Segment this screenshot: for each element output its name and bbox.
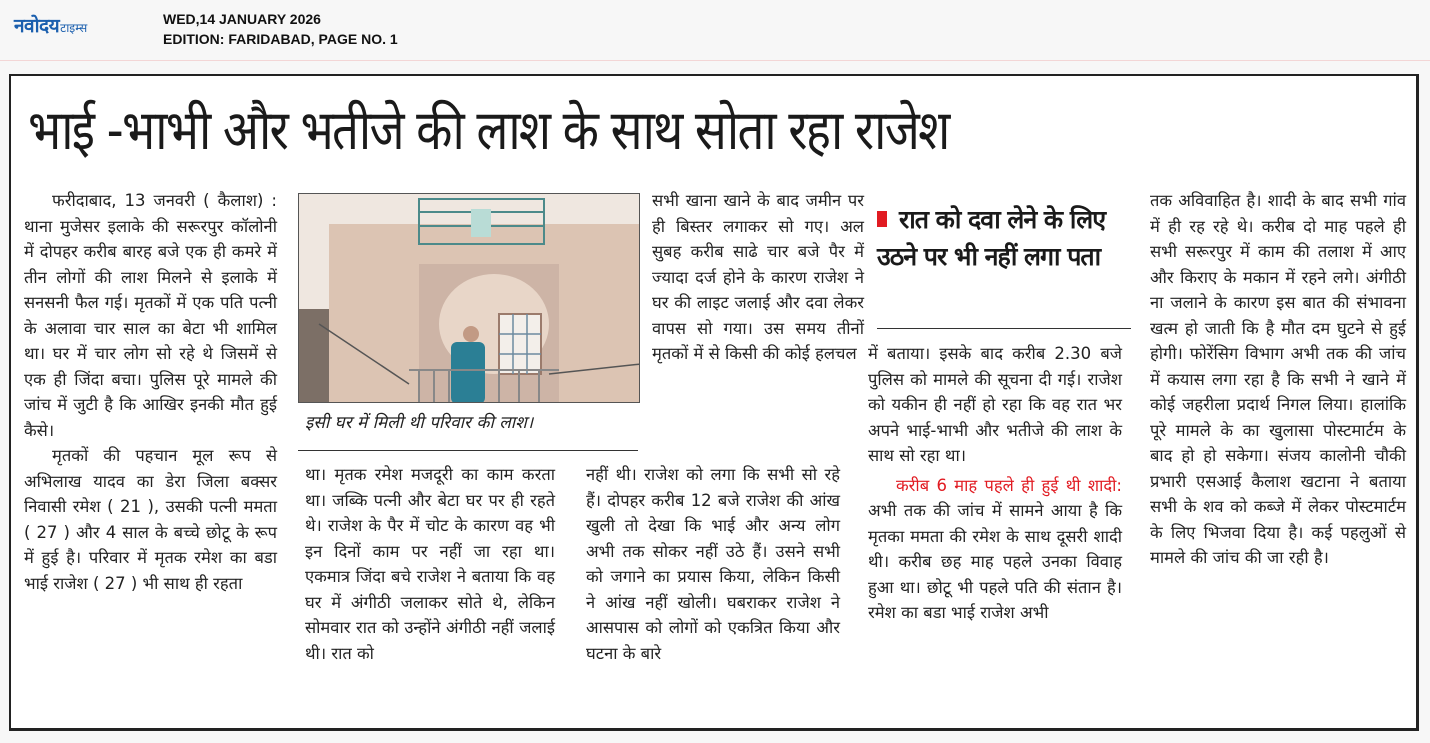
- article-column-5: [1150, 188, 1406, 571]
- paragraph: तक अविवाहित है। शादी के बाद सभी गांव में ही रह रहे थे। करीब दो माह पहले ही सभी सरूरपुर में काम की तलाश में आए और किराए के मकान में रहने लगे। अंगीठी ना जलाने के कारण इस बात की संभावना खत्म हो जाती कि है मौत दम घुटने से हुई होगी। फोरेंसिग विभाग अभी तक की जांच में कयास लगा रहा है कि सभी ने खाने में कोई जहरीला प्रदार्थ निगल लिया। हालांकि पूरे मामले के का खुलासा पोस्टमार्टम के बाद हो हो सकेगा। संजय कालोनी चौकी प्रभारी एसआई कैलाश खटाना ने बताया सभी के शव को कब्जे में लेकर पोस्टमार्टम के लिए भिजवा दिया है। कई पहलुओं से मामले की जांच की जा रही है।: [1150, 191, 1406, 567]
- edition-page: EDITION: FARIDABAD, PAGE NO. 1: [163, 31, 398, 47]
- caption-divider: [298, 450, 638, 451]
- paragraph: फरीदाबाद, 13 जनवरी ( कैलाश) : थाना मुजेसर इलाके की सरूरपुर कॉलोनी में दोपहर करीब बारह बजे एक ही कमरे में तीन लोगों की लाश मिलने से इलाके में सनसनी फैल गई। मृतकों में एक पति पत्नी के अलावा चार साल का बेटा भी शामिल था। घर में चार लोग सो रहे थे जिसमें से एक ही जिंदा बचा। पुलिस पूरे मामले की जांच में जुटी है कि आखिर इनकी मौत हुई कैसे।: [24, 191, 277, 440]
- section-lead: करीब 6 माह पहले ही हुई थी शादी:: [896, 475, 1122, 495]
- article-photo: [298, 193, 640, 403]
- subheading-text: रात को दवा लेने के लिए उठने पर भी नहीं लगा पता: [877, 205, 1106, 271]
- top-bar: [0, 0, 1430, 61]
- article-headline: भाई -भाभी और भतीजे की लाश के साथ सोता रहा राजेश: [28, 98, 949, 162]
- paragraph: नहीं थी। राजेश को लगा कि सभी सो रहे हैं। दोपहर करीब 12 बजे राजेश की आंख खुली तो देखा कि भाई और अन्य लोग अभी तक सोकर नहीं उठे हैं। उसने सभी को जगाने का प्रयास किया, लेकिन किसी ने आंख नहीं खोली। घबराकर राजेश ने आसपास को लोगों को एकत्रित किया और घटना के बारे: [586, 465, 840, 663]
- paragraph-text: अभी तक की जांच में सामने आया है कि मृतका ममता की रमेश के साथ दूसरी शादी थी। करीब छह माह पहले उनका विवाह हुआ था। छोटू भी पहले पति की संतान है। रमेश का बडा भाई राजेश अभी: [868, 501, 1122, 622]
- article-column-3-top: [652, 188, 864, 367]
- article-column-4: [868, 341, 1122, 626]
- red-bullet-icon: [877, 211, 887, 227]
- paragraph: [868, 473, 1122, 626]
- article-column-2: [305, 462, 555, 666]
- logo-main-text: नवोदय: [14, 15, 60, 37]
- paragraph: में बताया। इसके बाद करीब 2.30 बजे पुलिस को मामले की सूचना दी गई। राजेश को यकीन ही नहीं हो रहा कि वह रात भर अपने भाई-भाभी और भतीजे की लाश के साथ सो रहा था।: [868, 344, 1122, 465]
- article-column-3-bottom: [586, 462, 840, 666]
- logo-sub-text: टाइम्स: [60, 21, 88, 35]
- house-photo-icon: [299, 194, 640, 403]
- paragraph: सभी खाना खाने के बाद जमीन पर ही बिस्तर लगाकर सो गए। अल सुबह करीब साढे चार बजे पैर में ज्यादा दर्ज होने के कारण राजेश ने घर की लाइट जलाई और दवा लेकर वापस सो गया। उस समय तीनों मृतकों में से किसी की कोई हलचल: [652, 191, 864, 363]
- article-column-1: [24, 188, 277, 596]
- edition-date: WED,14 JANUARY 2026: [163, 11, 321, 27]
- paragraph: मृतकों की पहचान मूल रूप से अभिलाख यादव का डेरा जिला बक्सर निवासी रमेश ( 21 ), उसकी पत्नी ममता ( 27 ) और 4 साल के बच्चे छोटू के रूप में हुई है। परिवार में मृतक रमेश का बडा भाई राजेश ( 27 ) भी साथ ही रहता: [24, 446, 277, 593]
- edition-info: [163, 9, 398, 49]
- photo-caption: इसी घर में मिली थी परिवार की लाश।: [305, 413, 534, 433]
- subheading: [877, 201, 1137, 275]
- paragraph: था। मृतक रमेश मजदूरी का काम करता था। जब्कि पत्नी और बेटा घर पर ही रहते थे। राजेश के पैर में चोट के कारण वह भी इन दिनों काम पर नहीं जा रहा था। एकमात्र जिंदा बचे राजेश ने बताया कि वह घर में अंगीठी जलाकर सोते थे, लेकिन सोमवार रात को उन्होंने अंगीठी नहीं जलाई थी। रात को: [305, 465, 555, 663]
- newspaper-logo[interactable]: [14, 12, 88, 37]
- subhead-divider: [877, 328, 1131, 329]
